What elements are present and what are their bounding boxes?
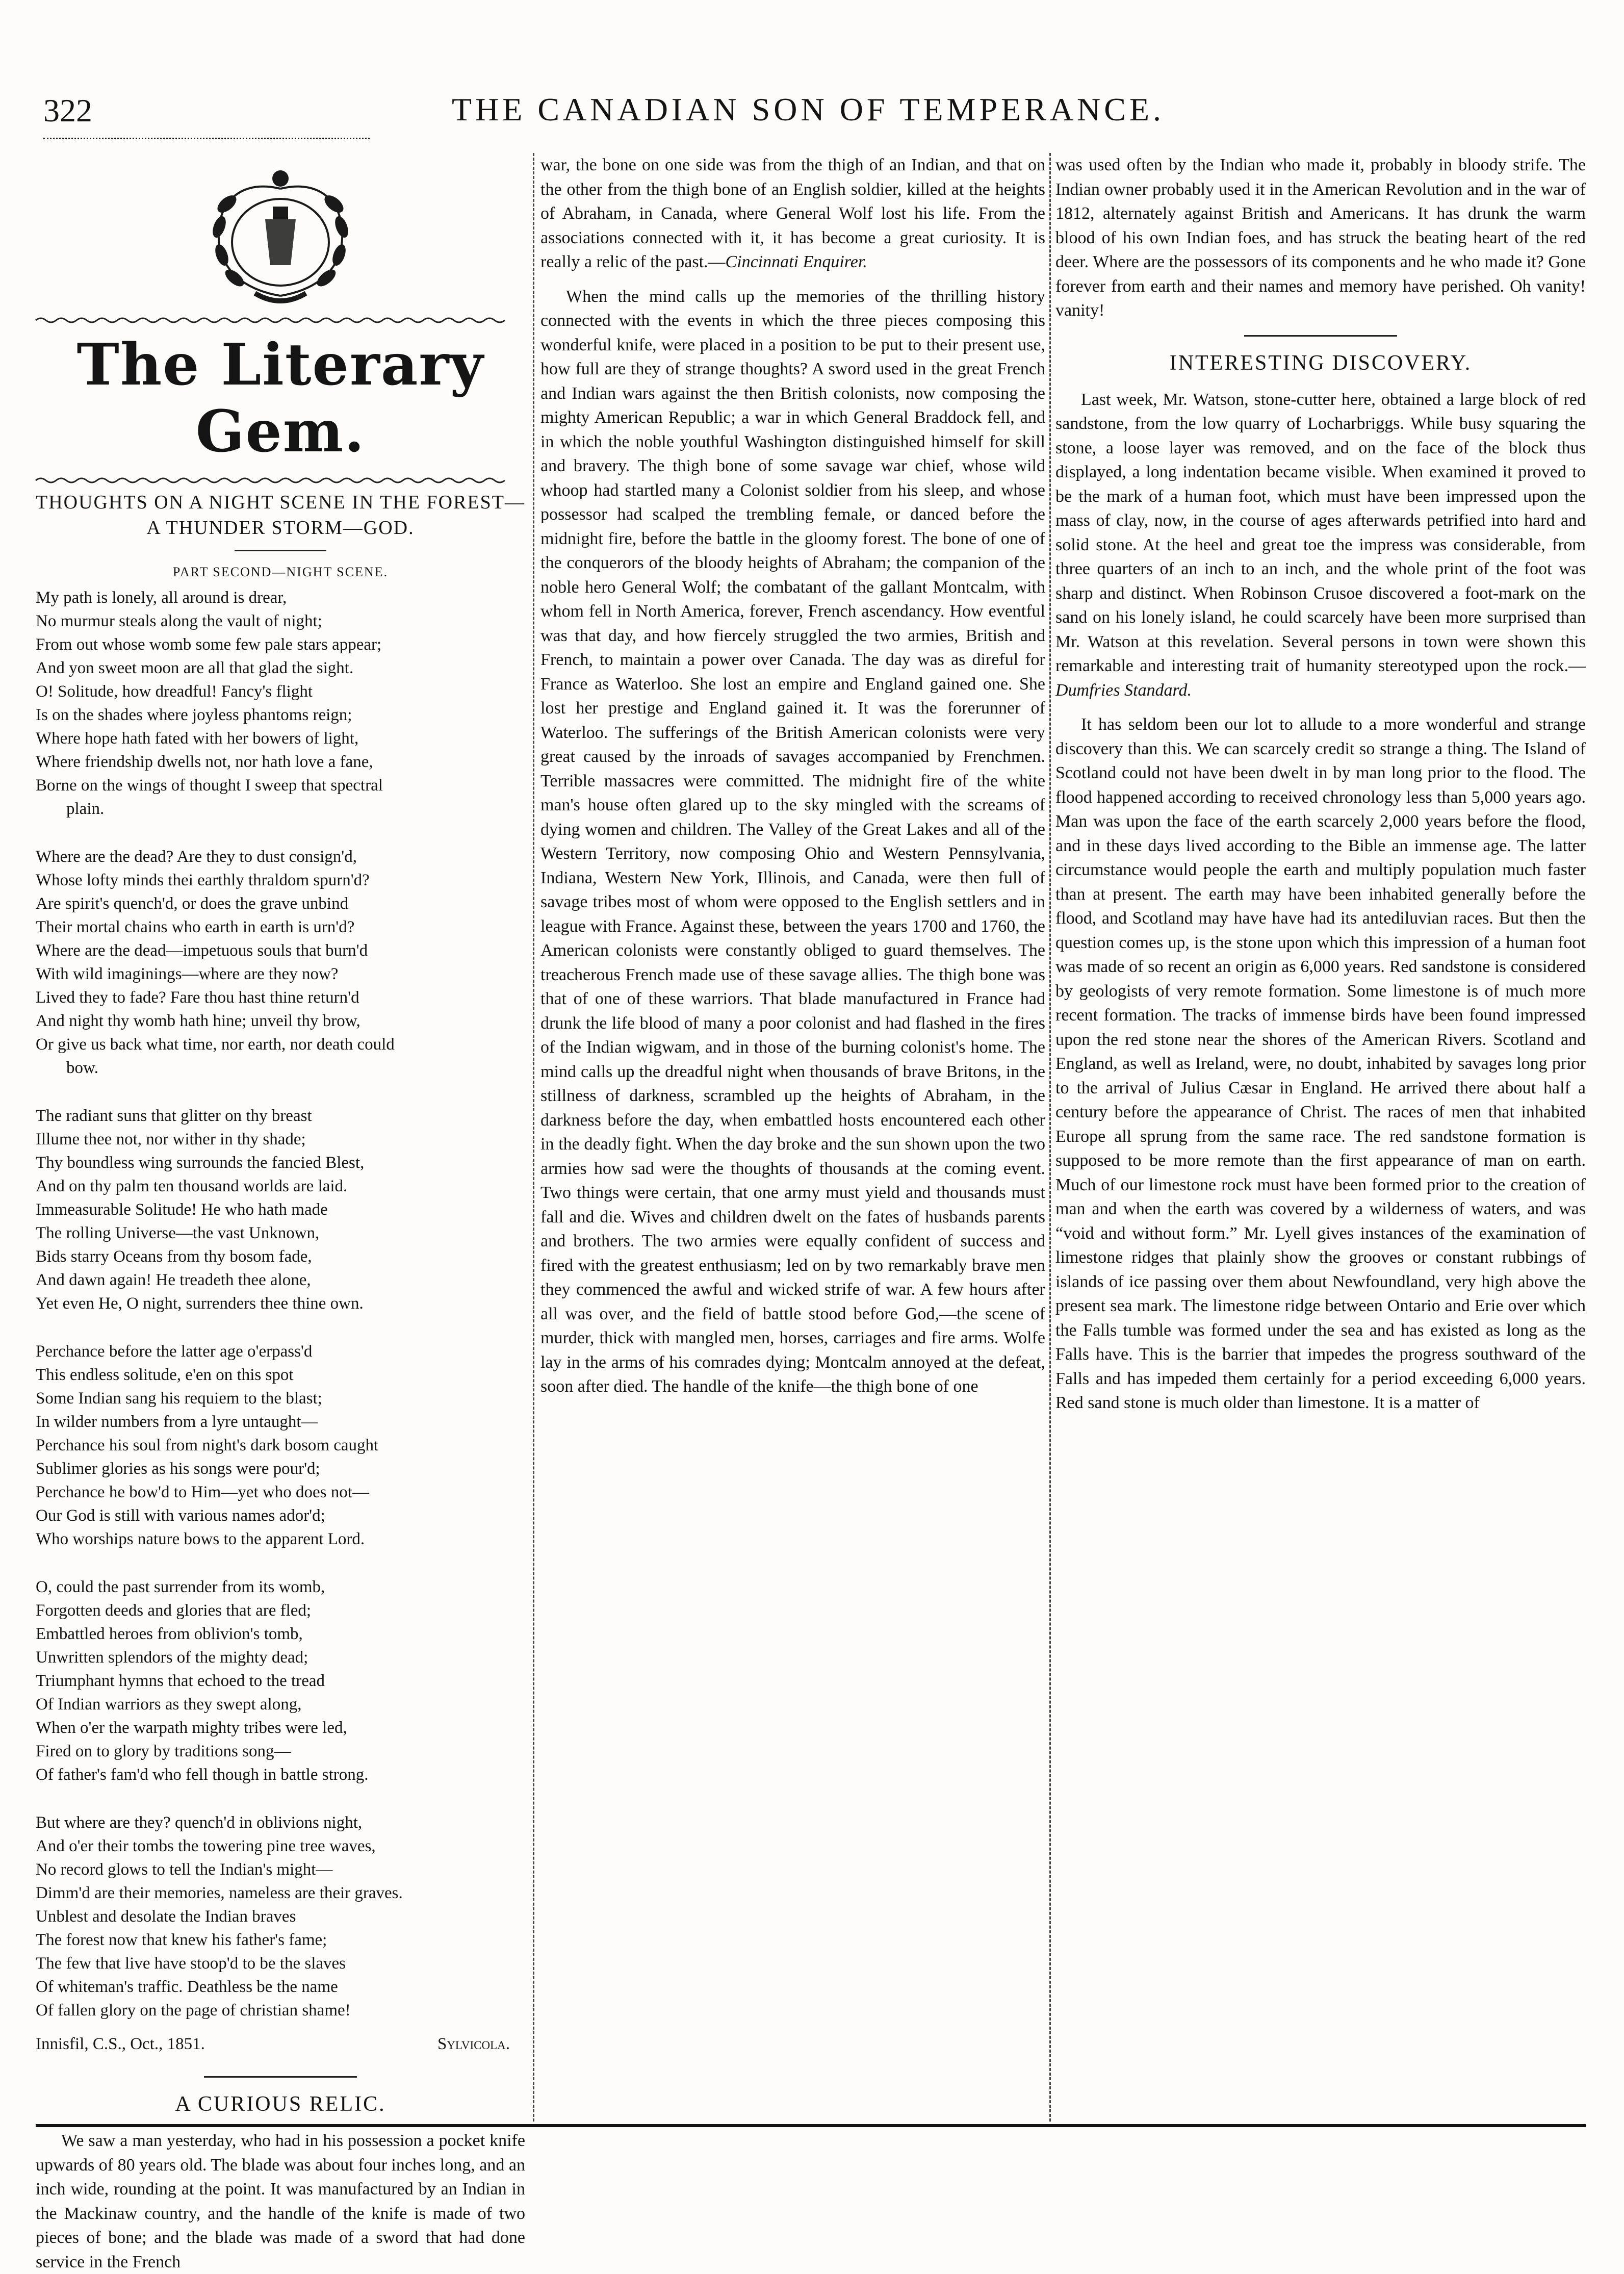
- article-title-relic: A CURIOUS RELIC.: [175, 2092, 386, 2116]
- poem-line: In wilder numbers from a lyre untaught—: [36, 1413, 318, 1431]
- discovery-paragraph-1: [1055, 388, 1586, 703]
- article-rule-relic: [204, 2076, 357, 2078]
- relic-paragraph-1-text: We saw a man yesterday, who had in his possession a pocket knife upwards of 80 years old. The blade was about four inches long, and an inch wide, rounding at the point. It was manufactured by an Indian in the Mackinaw country, and the handle of the knife is made of two pieces of bone; and the blade was made of a sword that had done service in the French: [36, 2131, 525, 2271]
- poem-line: No record glows to tell the Indian's might—: [36, 1860, 333, 1879]
- poem-line: From out whose womb some few pale stars appear;: [36, 635, 382, 654]
- poem-line: Of whiteman's traffic. Deathless be the name: [36, 1978, 338, 1996]
- discovery-paragraph-2: [1055, 712, 1586, 1415]
- poem-line: The few that live have stoop'd to be the slaves: [36, 1954, 346, 1973]
- poem-line: Some Indian sang his requiem to the blast;: [36, 1389, 322, 1408]
- poem-line: Fired on to glory by traditions song—: [36, 1742, 291, 1760]
- poem-stanza: [36, 1340, 525, 1551]
- poem-line: Unblest and desolate the Indian braves: [36, 1907, 296, 1926]
- poem-line: The radiant suns that glitter on thy breast: [36, 1107, 312, 1125]
- poem-line: When o'er the warpath mighty tribes were led,: [36, 1719, 347, 1737]
- poem-line: Dimm'd are their memories, nameless are their graves.: [36, 1884, 403, 1902]
- poem-line: And on thy palm ten thousand worlds are laid.: [36, 1177, 348, 1195]
- poem-line: Thy boundless wing surrounds the fancied Blest,: [36, 1154, 365, 1172]
- poem-line: Forgotten deeds and glories that are fled;: [36, 1601, 312, 1620]
- poem-line: Embattled heroes from oblivion's tomb,: [36, 1625, 303, 1643]
- wavy-divider-top: [36, 316, 505, 324]
- section-title: The Literary Gem.: [76, 331, 484, 465]
- poem-line: Where friendship dwells not, nor hath love a fane,: [36, 753, 373, 771]
- poem-line: Or give us back what time, nor earth, nor death could: [36, 1035, 395, 1054]
- poem-line: My path is lonely, all around is drear,: [36, 589, 287, 607]
- poem-line: Unwritten splendors of the mighty dead;: [36, 1648, 308, 1667]
- poem-line: Are spirit's quench'd, or does the grave unbind: [36, 895, 349, 913]
- discovery-paragraph-1-text: Last week, Mr. Watson, stone-cutter here, obtained a large block of red sandstone, from the low quarry of Locharbriggs. While busy squaring the stone, a loose layer was removed, and on the face of the block thus displayed, a long indentation became visible. When examined it proved to be the mark of a human foot, which must have been impressed upon the mass of clay, now, in the course of ages afterwards petrified into hard and solid stone. At the heel and great toe the impress was considerable, from three quarters of an inch to an inch, and the whole print of the foot was sharp and distinct. When Robinson Crusoe discovered a foot-mark on the sand on his lonely island, he could scarcely have been more surprised than Mr. Watson at this revelation. Several persons in town were shown this remarkable and interesting trait of humanity stereotyped upon the rock.—: [1055, 390, 1586, 675]
- poem-line: Where are the dead? Are they to dust consign'd,: [36, 848, 357, 866]
- poem-line: Where hope hath fated with her bowers of light,: [36, 729, 359, 748]
- article-rule-discovery: [1244, 335, 1397, 337]
- poem-stanza: [36, 586, 525, 821]
- relic-paragraph-1: [36, 2129, 525, 2274]
- signature-place: Innisfil, C.S., Oct., 1851.: [36, 2035, 205, 2053]
- wreath-emblem-icon: [178, 158, 382, 311]
- poem-line: bow.: [66, 1059, 98, 1077]
- column-rule-left: [533, 153, 534, 2122]
- poem-stanza: [36, 1104, 525, 1315]
- poem-line: Whose lofty minds thei earthly thraldom spurn'd?: [36, 871, 370, 889]
- relic-continued-text: war, the bone on one side was from the thigh of an Indian, and that on the other from the thigh bone of an English soldier, killed at the heights of Abraham, in Canada, where General Wolf lost his life. From the associations connected with it, it has become a great curiosity. It is really a relic of the past.—Cincinnati Enquirer.: [540, 156, 1045, 271]
- relic-paragraph-2-text: When the mind calls up the memories of the thrilling history connected with the events in which the three pieces composing this wonderful knife, were placed in a position to be put to their present use, how full are they of strange thoughts? A sword used in the great French and Indian wars against the then British colonists, now composing the mighty American Republic; a war in which General Braddock fell, and in which the noble youthful Washington distinguished himself for skill and bravery. The thigh bone of some savage war chief, whose wild whoop had startled many a Colonist soldier from his sleep, and whose possessor had scalped the trembling female, or danced before the midnight fire, before the battle in the gloomy forest. The bone of one of the conquerors of the bloody heights of Abraham; the companion of the noble hero General Wolf; the combatant of the gallant Montcalm, with whom fell in North America, forever, French ascendancy. How eventful was that day, and how fiercely struggled the two armies, British and French, to maintain a power over Canada. The day was as direful for France as Waterloo. She lost an empire and England gained one. She lost her prestige and England gained it. It was the forerunner of Waterloo. The sufferings of the British American colonists were very great caused by the inroads of savages accompanied by Frenchmen. Terrible massacres were committed. The midnight fire of the white man's house often glared up to the sky mingled with the screams of dying women and children. The Valley of the Great Lakes and all of the Western Territory, now composing Ohio and Western Pennsylvania, Indiana, Western New York, Illinois, and Canada, were then full of savage tribes most of whom were opposed to the English settlers and in league with France. Against these, between the years 1700 and 1760, the American colonists were constantly obliged to guard themselves. The treacherous French made use of these savage allies. The thigh bone was that of one of these warriors. That blade manufactured in France had drunk the life blood of many a poor colonist and had flashed in the fires of the Indian wigwam, and in those of the burning colonist's home. The mind calls up the dreadful night when thousands of brave Britons, in the stillness of darkness, scrambled up the heights of Abraham, in the darkness before the day, when embattled hosts encountered each other in the deadly fight. When the day broke and the sun shown upon the two armies how sad were the thoughts of thousands at the coming event. Two things were certain, that one army must yield and thousands must fall and die. Wives and children dwelt on the fates of husbands parents and brothers. The two armies were equally confident of success and fired with the greatest enthusiasm; led on by two remarkably brave men they commenced the awful and wicked strife of war. A few hours after all was over, and the field of battle stood before God,—the scene of murder, thick with mangled men, horses, carriages and fire arms. Wolfe lay in the arms of his comrades dying; Montcalm annoyed at the defeat, soon after died. The handle of the knife—the thigh bone of one: [540, 287, 1045, 1396]
- poem-line: Is on the shades where joyless phantoms reign;: [36, 706, 352, 724]
- column-3: [1055, 153, 1586, 2122]
- poem-line: This endless solitude, e'en on this spot: [36, 1366, 294, 1384]
- poem-title: THOUGHTS ON A NIGHT SCENE IN THE FOREST—A THUNDER STORM—GOD.: [36, 492, 526, 539]
- poem-title-rule: [235, 550, 326, 551]
- poem-line: Of father's fam'd who fell though in battle strong.: [36, 1766, 369, 1784]
- poem-line: Our God is still with various names ador'd;: [36, 1506, 325, 1525]
- poem-signature: [36, 2032, 525, 2056]
- wavy-divider-bottom: [36, 476, 505, 484]
- relic-paragraph-2: [540, 285, 1045, 1399]
- poem-line: And yon sweet moon are all that glad the sight.: [36, 659, 354, 677]
- poem-line: Sublimer glories as his songs were pour'd;: [36, 1460, 320, 1478]
- poem-line: Perchance he bow'd to Him—yet who does not—: [36, 1483, 369, 1501]
- poem-line: And o'er their tombs the towering pine tree waves,: [36, 1837, 376, 1855]
- poem-part-heading: PART SECOND—NIGHT SCENE.: [172, 565, 389, 579]
- poem-line: plain.: [66, 800, 105, 818]
- relic-credit-continued: Cincinnati Enquirer.: [725, 252, 867, 271]
- poem-stanza: [36, 1811, 525, 2022]
- poem-line: Of Indian warriors as they swept along,: [36, 1695, 302, 1714]
- poem-line: Illume thee not, nor wither in thy shade;: [36, 1130, 306, 1148]
- poem-line: The rolling Universe—the vast Unknown,: [36, 1224, 320, 1242]
- poem-line: But where are they? quench'd in oblivions night,: [36, 1813, 363, 1832]
- header-rule: [43, 138, 370, 139]
- poem-line: Yet even He, O night, surrenders thee thine own.: [36, 1294, 364, 1313]
- discovery-credit: Dumfries Standard.: [1055, 680, 1192, 700]
- poem-line: With wild imaginings—where are they now?: [36, 965, 339, 983]
- poem-line: Their mortal chains who earth in earth is urn'd?: [36, 918, 355, 936]
- signature-name: Sylvicola.: [437, 2035, 510, 2053]
- poem-line: Of fallen glory on the page of christian shame!: [36, 2001, 351, 2020]
- poem-line: Lived they to fade? Fare thou hast thine return'd: [36, 988, 359, 1007]
- poem-line: Perchance before the latter age o'erpass'd: [36, 1342, 313, 1361]
- poem-body: [36, 586, 525, 2022]
- poem-line: Bids starry Oceans from thy bosom fade,: [36, 1247, 312, 1266]
- poem-line: O, could the past surrender from its womb,: [36, 1578, 325, 1596]
- page-header: [36, 87, 1581, 133]
- discovery-paragraph-2-text: It has seldom been our lot to allude to a more wonderful and strange discovery than this. We can scarcely credit so strange a thing. The Island of Scotland could not have been dwelt in by man long prior to the flood. The flood happened according to received chronology less than 5,000 years ago. Man was upon the face of the earth scarcely 2,000 years before the flood, and in these days lived according to the Bible an immense age. The latter circumstance would people the earth and multiply population much faster than at present. The earth may have been inhabited generally before the flood, and Scotland may have have had its antediluvian races. But then the question comes up, is the stone upon which this impression of a human foot was made of so recent an origin as 6,000 years. Red sandstone is considered by geologists of very remote formation. Some limestone is of much more recent formation. The tracks of immense birds have been found impressed upon the red stone near the shores of the American Rivers. Scotland and England, as well as Ireland, were, no doubt, inhabited by savages long prior to the arrival of Julius Cæsar in England. He arrived there about half a century before the appearance of Christ. The races of men that inhabited Europe all sprung from the same race. The red sandstone formation is supposed to be more remote than the first appearance of man on earth. Much of our limestone rock must have been formed prior to the creation of man and when the earth was covered by a wilderness of waters, and was “void and without form.” Mr. Lyell gives instances of the examination of limestone ridges that plainly show the grooves or constant rubbings of islands of ice passing over them about Newfoundland, very high above the present sea mark. The limestone ridge between Ontario and Erie over which the Falls tumble was formed under the sea and has existed as long as the Falls have. This is the barrier that impedes the progress southward of the Falls and has impeded them certainly for a period exceeding 6,000 years. Red sand stone is much older than limestone. It is a matter of: [1055, 715, 1586, 1412]
- relic-paragraph-2-continued-text: was used often by the Indian who made it, probably in bloody strife. The Indian owner probably used it in the American Revolution and in the war of 1812, alternately against British and Americans. It has drunk the warm blood of his own Indian foes, and has struck the beating heart of the red deer. Where are the possessors of its components and he who made it? Gone forever from earth and their names and memory have perished. Oh vanity! vanity!: [1055, 156, 1586, 320]
- poem-line: And night thy womb hath hine; unveil thy brow,: [36, 1012, 360, 1030]
- poem-line: No murmur steals along the vault of night;: [36, 612, 322, 630]
- poem-stanza: [36, 1575, 525, 1786]
- poem-line: Perchance his soul from night's dark bosom caught: [36, 1436, 379, 1454]
- poem-line: Triumphant hymns that echoed to the tread: [36, 1672, 325, 1690]
- poem-line: And dawn again! He treadeth thee alone,: [36, 1271, 311, 1289]
- poem-line: Borne on the wings of thought I sweep that spectral: [36, 776, 383, 795]
- poem-line: The forest now that knew his father's fame;: [36, 1931, 327, 1949]
- running-head: THE CANADIAN SON OF TEMPERANCE.: [451, 91, 1165, 127]
- poem-line: Who worships nature bows to the apparent Lord.: [36, 1530, 365, 1548]
- column-1: [36, 153, 526, 2271]
- column-2: [540, 153, 1045, 2122]
- poem-stanza: [36, 845, 525, 1080]
- poem-line: Immeasurable Solitude! He who hath made: [36, 1200, 328, 1219]
- article-title-discovery: INTERESTING DISCOVERY.: [1169, 351, 1472, 375]
- page-number: 322: [43, 92, 92, 129]
- bottom-rule: [36, 2124, 1586, 2127]
- poem-line: Where are the dead—impetuous souls that burn'd: [36, 941, 368, 960]
- poem-line: O! Solitude, how dreadful! Fancy's flight: [36, 682, 313, 701]
- relic-paragraph-2-continued: [1055, 153, 1586, 323]
- column-rule-right: [1049, 153, 1051, 2122]
- relic-paragraph-1-continued: [540, 153, 1045, 274]
